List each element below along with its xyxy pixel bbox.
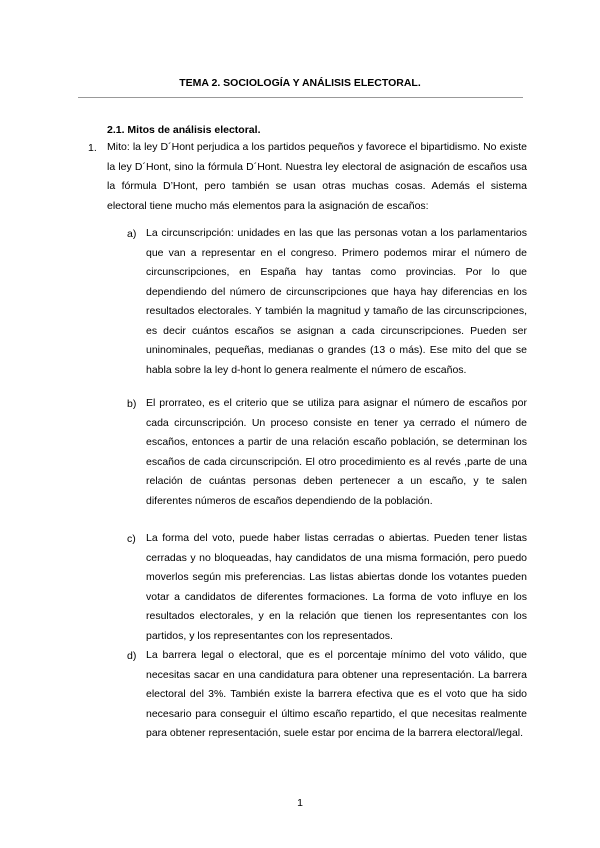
main-item-text: Mito: la ley D´Hont perjudica a los partidos pequeños y favorece el bipartidismo. No existe la ley D´Hont, sino la fórmula D´Hont. Nuestra ley electoral de asignación de escaños usa la fórmula D’Hont, pero también se usan otras muchas cosas. Además el sistema electoral tiene mucho más elementos para la asignación de escaños: xyxy=(107,141,527,212)
title-divider xyxy=(78,97,523,98)
document-title: TEMA 2. SOCIOLOGÍA Y ANÁLISIS ELECTORAL. xyxy=(179,77,421,89)
item-c-text: La forma del voto, puede haber listas cerradas o abiertas. Pueden tener listas cerradas y no bloqueadas, hay candidatos de una misma formación, pero puedo moverlos según mis preferencias. Las listas abiertas donde los votantes pueden votar a candidatos de diferentes formaciones. La forma de voto influye en los resultados electorales, y en la relación que tienen los representantes con los partidos, y los representantes con los representados. xyxy=(146,532,527,642)
item-a-letter: a) xyxy=(127,228,137,240)
item-b-letter: b) xyxy=(127,398,137,410)
item-d-letter: d) xyxy=(127,650,137,662)
section-heading: 2.1. Mitos de análisis electoral. xyxy=(107,124,261,136)
item-a-text: La circunscripción: unidades en las que las personas votan a los parlamentarios que van a representar en el congreso. Primero podemos mirar el número de circunscripciones, en España hay tantas como provincias. Por lo que dependiendo del número de circunscripciones que haya hay diferencias en los resultados electorales. Y también la magnitud y tamaño de las circunscripciones, es decir cuántos escaños se asignan a cada circunscripciones. Pueden ser uninominales, pequeñas, medianas o grandes (13 o más). Ese mito del que se habla sobre la ley d-hont lo genera realmente el número de escaños. xyxy=(146,227,527,376)
item-d-text: La barrera legal o electoral, que es el porcentaje mínimo del voto válido, que necesitas sacar en una candidatura para obtener una representación. La barrera electoral del 3%. También existe la barrera efectiva que es el voto que ha sido necesario para conseguir el último escaño repartido, el que necesitas realmente para obtener representación, suele estar por encima de la barrera electoral/legal. xyxy=(146,649,527,739)
item-b-text: El prorrateo, es el criterio que se utiliza para asignar el número de escaños por cada circunscripción. Un proceso consiste en tener ya cerrado el número de escaños, entonces a partir de una relación escaño población, se determinan los escaños de cada circunscripción. El otro procedimiento es al revés ,parte de una relación de cuántas personas deben pertenecer a un escaño, y te salen diferentes números de escaños dependiendo de la población. xyxy=(146,397,527,507)
item-c-letter: c) xyxy=(127,533,136,545)
main-item-number: 1. xyxy=(88,142,97,154)
page-number: 1 xyxy=(297,797,303,809)
